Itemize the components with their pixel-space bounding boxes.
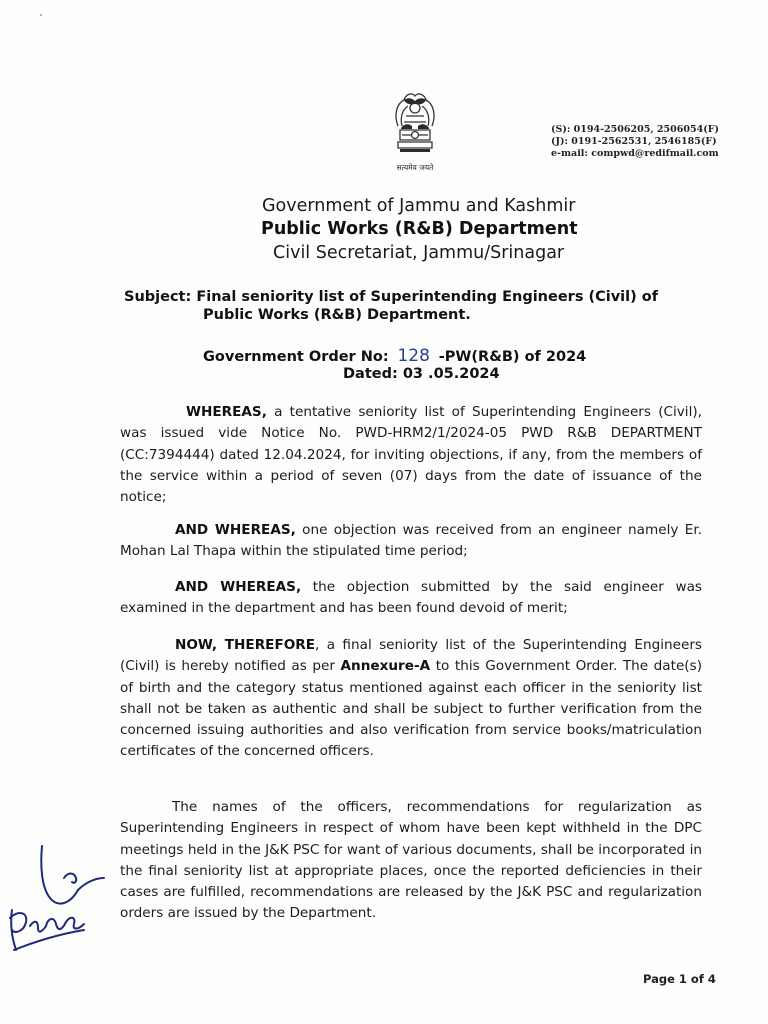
order-number-line (203, 346, 586, 366)
handwritten-signature-icon (4, 838, 114, 968)
p4-text-b: to this Government Order. The date(s) of birth and the category status mentioned against each officer in the seniority list shall not be taken as authentic and shall be subject to further verification from the concerned issuing authorities and also verification from service books/matriculation certificates of the concerned officers. (120, 658, 702, 760)
paragraph-and-whereas-2 (120, 577, 702, 620)
dated-value: 03 .05.2024 (402, 366, 500, 382)
government-title: Government of Jammu and Kashmir (262, 196, 576, 216)
p2-text: one objection was received from an engineer namely Er. Mohan Lal Thapa within the stipulated time period; (120, 522, 702, 560)
contact-jammu: (J): 0191-2562531, 2546185(F) (551, 136, 717, 147)
contact-email: e-mail: compwd@redifmail.com (551, 148, 719, 159)
office-address: Civil Secretariat, Jammu/Srinagar (273, 243, 565, 263)
p3-text: the objection submitted by the said engineer was examined in the department and has been found devoid of merit; (120, 579, 702, 617)
emblem-caption: सत्यमेव जयते (396, 163, 434, 172)
state-emblem-icon (384, 86, 446, 186)
page-number: Page 1 of 4 (643, 972, 716, 986)
paragraph-names-of-officers (120, 797, 702, 925)
subject-label: Subject: (124, 289, 192, 305)
order-suffix: -PW(R&B) of 2024 (438, 349, 587, 365)
dated-label: Dated: (343, 366, 398, 382)
order-date-line (343, 366, 500, 382)
subject-line-1: Final seniority list of Superintending Engineers (Civil) of (196, 289, 659, 305)
p1-lead: WHEREAS, (186, 404, 267, 420)
department-title: Public Works (R&B) Department (261, 219, 578, 239)
order-number: 128 (397, 346, 430, 366)
p5-text: The names of the officers, recommendations for regularization as Superintending Engineers in respect of whom have been kept withheld in the DPC meetings held in the J&K PSC for want of various documents, shall be incorporated in the final seniority list at appropriate places, once the reported deficiencies in their cases are fulfilled, recommendations are released by the J&K PSC and regularization orders are issued by the Department. (120, 799, 702, 922)
subject-block (124, 288, 658, 324)
p2-lead: AND WHEREAS, (175, 522, 296, 538)
p4-lead: NOW, THEREFORE (175, 637, 316, 653)
scan-speck (40, 14, 42, 16)
paragraph-and-whereas-1 (120, 520, 702, 563)
contact-block (551, 124, 719, 160)
order-prefix: Government Order No: (203, 349, 389, 365)
p4-annexure: Annexure-A (340, 658, 431, 675)
contact-srinagar: (S): 0194-2506205, 2506054(F) (551, 124, 719, 135)
paragraph-now-therefore (120, 635, 702, 763)
p1-text: a tentative seniority list of Superintending Engineers (Civil), was issued vide Notice No. PWD-HRM2/1/2024-05 PWD R&B DEPARTMENT (CC:7394444) dated 12.04.2024, for inviting objections, if any, from the members of the service within a period of seven (07) days from the date of issuance of the notice; (120, 404, 702, 506)
paragraph-whereas (120, 402, 702, 508)
subject-line-2: Public Works (R&B) Department. (203, 307, 471, 323)
p3-lead: AND WHEREAS, (175, 579, 302, 595)
p4-text-a: , a final seniority list of the Superintending Engineers (Civil) is hereby notified as per (120, 637, 702, 675)
